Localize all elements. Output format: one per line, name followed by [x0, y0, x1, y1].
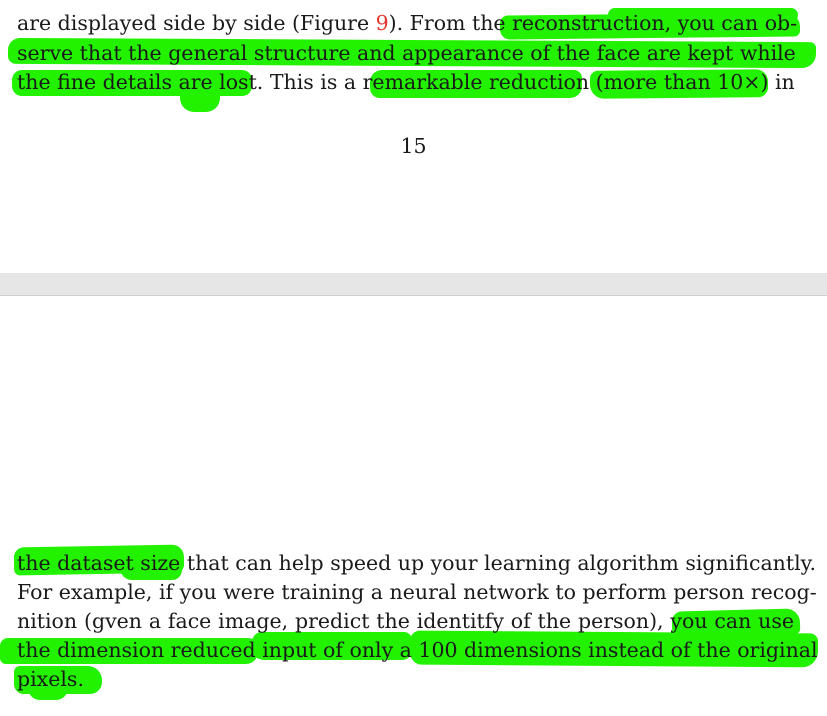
- page-separator: [0, 273, 827, 296]
- paragraph-line: pixels.: [17, 667, 84, 691]
- paragraph-line: the fine details are lost. This is a remarkable reduction (more than 10×) in: [17, 70, 795, 94]
- paragraph-line: the dimension reduced input of only a 100 dimensions instead of the original: [17, 638, 818, 662]
- paragraph-line: serve that the general structure and appearance of the face are kept while: [17, 41, 796, 65]
- document-page-lower: [0, 296, 827, 716]
- document-page-upper: [0, 0, 827, 273]
- paragraph-line: nition (gven a face image, predict the identitfy of the person), you can use: [17, 609, 794, 633]
- paragraph-line: For example, if you were training a neural network to perform person recog-: [17, 580, 817, 604]
- figure-reference-link[interactable]: 9: [375, 11, 389, 35]
- paragraph-line: [17, 8, 798, 38]
- text-run: ). From the reconstruction, you can ob-: [388, 11, 798, 35]
- text-run: are displayed side by side (Figure: [17, 11, 376, 35]
- page-number: 15: [400, 134, 427, 158]
- paragraph-line: the dataset size that can help speed up your learning algorithm significantly.: [17, 551, 817, 575]
